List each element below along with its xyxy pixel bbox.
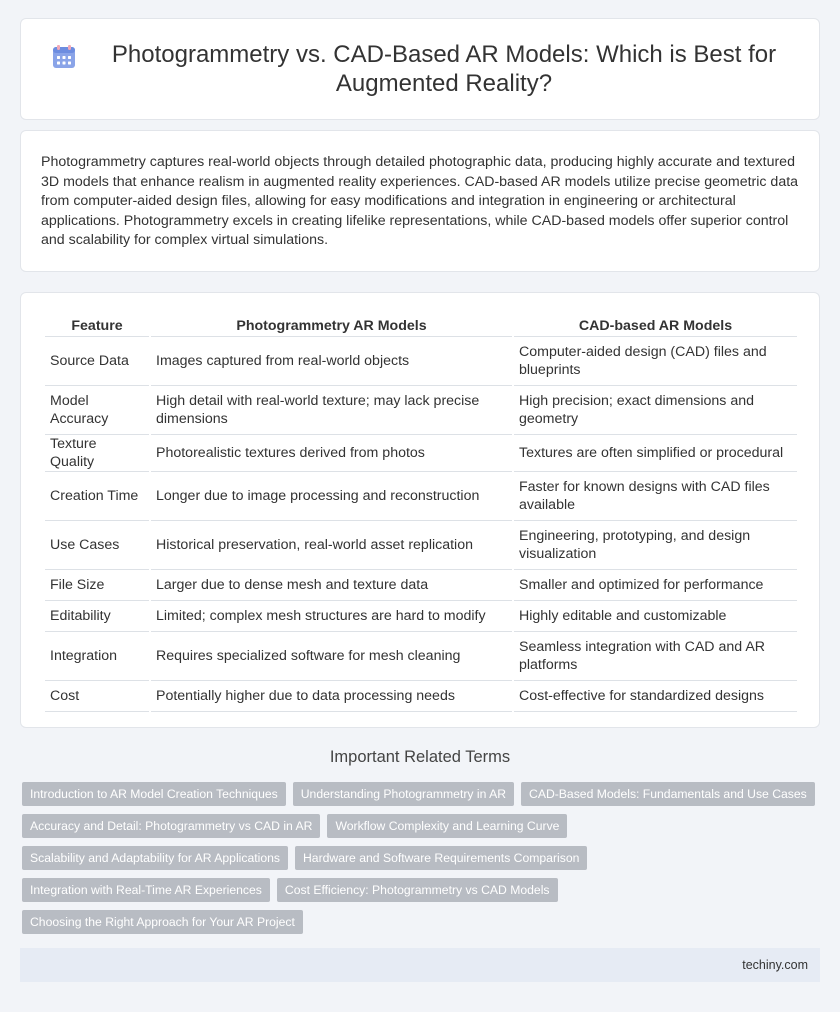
table-row: [45, 570, 797, 601]
cad-cell: High precision; exact dimensions and geometry: [514, 386, 797, 435]
intro-paragraph: Photogrammetry captures real-world objects through detailed photographic data, producing highly accurate and textured 3D models that enhance realism in augmented reality experiences. CAD-based AR models utilize precise geometric data from computer-aided design files, allowing for easy modifications and integration in engineering or architectural applications. Photogrammetry excels in creating lifelike representations, while CAD-based models offer superior control and scalability for complex virtual simulations.: [41, 154, 799, 248]
related-terms-heading: Important Related Terms: [329, 748, 511, 766]
table-row: [45, 681, 797, 712]
related-tag[interactable]: Scalability and Adaptability for AR Applications: [22, 846, 288, 870]
photogrammetry-cell: Limited; complex mesh structures are hard to modify: [151, 601, 512, 632]
cad-cell: Seamless integration with CAD and AR platforms: [514, 632, 797, 681]
related-tag[interactable]: Integration with Real-Time AR Experiences: [22, 878, 270, 902]
feature-cell: Editability: [45, 601, 149, 632]
table-row: [45, 632, 797, 681]
related-tag[interactable]: Hardware and Software Requirements Comparison: [295, 846, 587, 870]
footer: [20, 948, 820, 982]
header-feature: Feature: [45, 315, 149, 337]
title-wrap: [21, 40, 819, 98]
cad-cell: Computer-aided design (CAD) files and blueprints: [514, 337, 797, 386]
comparison-card: [20, 292, 820, 728]
photogrammetry-cell: Requires specialized software for mesh cleaning: [151, 632, 512, 681]
feature-cell: Source Data: [45, 337, 149, 386]
page-title: Photogrammetry vs. CAD-Based AR Models: Which is Best for Augmented Reality?: [111, 41, 777, 97]
cad-cell: Highly editable and customizable: [514, 601, 797, 632]
photogrammetry-cell: Photorealistic textures derived from photos: [151, 435, 512, 472]
photogrammetry-cell: Images captured from real-world objects: [151, 337, 512, 386]
cad-cell: Cost-effective for standardized designs: [514, 681, 797, 712]
related-tag[interactable]: Accuracy and Detail: Photogrammetry vs CAD in AR: [22, 814, 320, 838]
photogrammetry-cell: Historical preservation, real-world asset replication: [151, 521, 512, 570]
header-photogrammetry: Photogrammetry AR Models: [151, 315, 512, 337]
tag-row: [22, 910, 822, 934]
intro-card: [20, 130, 820, 272]
photogrammetry-cell: High detail with real-world texture; may lack precise dimensions: [151, 386, 512, 435]
cad-cell: Faster for known designs with CAD files available: [514, 472, 797, 521]
related-tags: [22, 782, 822, 942]
related-tag[interactable]: Choosing the Right Approach for Your AR Project: [22, 910, 303, 934]
related-tag[interactable]: Understanding Photogrammetry in AR: [293, 782, 514, 806]
related-tag[interactable]: Introduction to AR Model Creation Techniques: [22, 782, 286, 806]
feature-cell: Texture Quality: [45, 435, 149, 472]
table-row: [45, 386, 797, 435]
table-row: [45, 472, 797, 521]
cad-cell: Textures are often simplified or procedural: [514, 435, 797, 472]
feature-cell: Model Accuracy: [45, 386, 149, 435]
related-tag[interactable]: CAD-Based Models: Fundamentals and Use Cases: [521, 782, 815, 806]
photogrammetry-cell: Potentially higher due to data processing needs: [151, 681, 512, 712]
table-row: [45, 337, 797, 386]
feature-cell: Cost: [45, 681, 149, 712]
photogrammetry-cell: Longer due to image processing and reconstruction: [151, 472, 512, 521]
footer-site-link[interactable]: techiny.com: [742, 958, 808, 972]
calendar-icon: [51, 44, 77, 70]
tag-row: [22, 782, 822, 806]
feature-cell: File Size: [45, 570, 149, 601]
table-row: [45, 601, 797, 632]
comparison-table: [43, 315, 799, 712]
photogrammetry-cell: Larger due to dense mesh and texture data: [151, 570, 512, 601]
feature-cell: Creation Time: [45, 472, 149, 521]
title-card: [20, 18, 820, 120]
header-cad: CAD-based AR Models: [514, 315, 797, 337]
cad-cell: Smaller and optimized for performance: [514, 570, 797, 601]
tag-row: [22, 846, 822, 870]
related-tag[interactable]: Cost Efficiency: Photogrammetry vs CAD Models: [277, 878, 558, 902]
tag-row: [22, 814, 822, 838]
cad-cell: Engineering, prototyping, and design visualization: [514, 521, 797, 570]
tag-row: [22, 878, 822, 902]
related-tag[interactable]: Workflow Complexity and Learning Curve: [327, 814, 567, 838]
feature-cell: Integration: [45, 632, 149, 681]
table-row: [45, 435, 797, 472]
table-header-row: [45, 315, 797, 337]
feature-cell: Use Cases: [45, 521, 149, 570]
table-row: [45, 521, 797, 570]
